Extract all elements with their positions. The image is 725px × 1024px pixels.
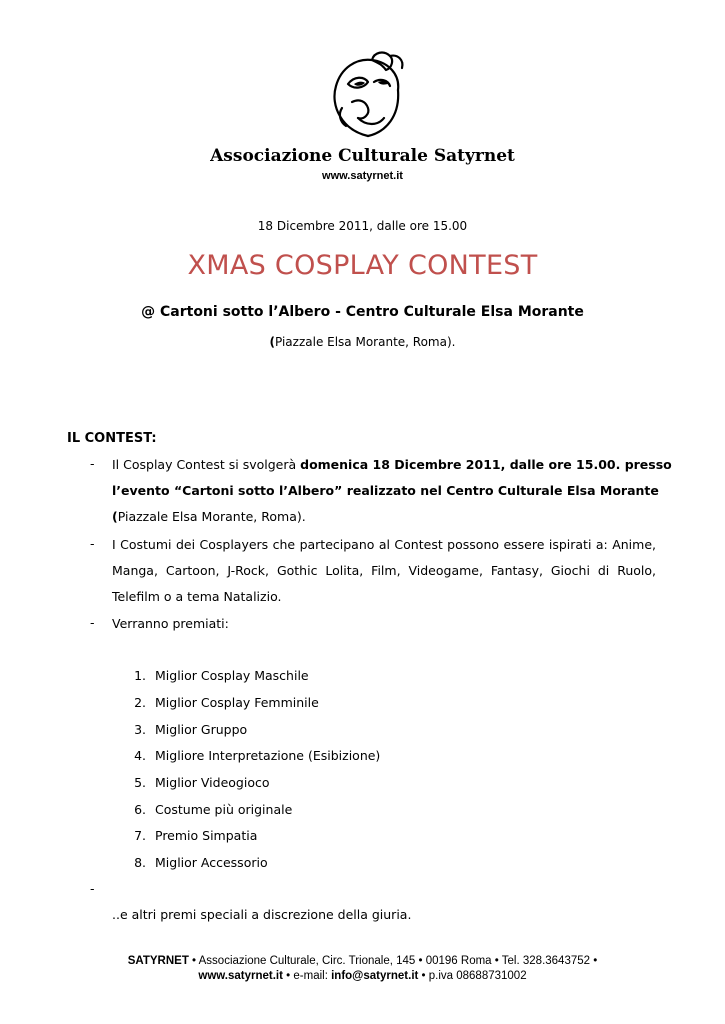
footer-line-2 [0, 970, 725, 982]
bullet-1-text: Il Cosplay Contest si svolgerà [112, 457, 301, 472]
organization-name: Associazione Culturale Satyrnet [210, 146, 515, 166]
prize-number: 2. [134, 695, 146, 710]
prize-number: 3. [134, 722, 146, 737]
bullet-1-date: domenica 18 Dicembre 2011, dalle ore 15.00. presso [300, 457, 672, 472]
bullet-2-line-3: Telefilm o a tema Natalizio. [112, 589, 282, 604]
footer-url-link[interactable]: www.satyrnet.it [198, 970, 283, 982]
bullet-dash: - [90, 456, 95, 471]
prize-number: 5. [134, 775, 146, 790]
bullet-1-paren: ( [112, 509, 118, 524]
prize-number: 7. [134, 828, 146, 843]
bullet-dash: - [90, 615, 95, 630]
address-paren: ( [269, 335, 275, 349]
page-title: XMAS COSPLAY CONTEST [187, 250, 538, 281]
footer-vat: • p.iva 08688731002 [418, 970, 527, 982]
bullet-1-line-3 [112, 509, 656, 525]
prize-item: Migliore Interpretazione (Esibizione) [155, 748, 381, 763]
footer-line-1 [0, 955, 725, 967]
prize-item: Costume più originale [155, 802, 293, 817]
event-address [0, 335, 725, 349]
bullet-dash: - [90, 881, 95, 896]
bullet-1-line-2: l’evento “Cartoni sotto l’Albero” realizzato nel Centro Culturale Elsa Morante [112, 483, 659, 498]
footer-brand: SATYRNET [127, 955, 189, 967]
address-text: Piazzale Elsa Morante, Roma). [275, 335, 456, 349]
prize-number: 4. [134, 748, 146, 763]
organization-url[interactable]: www.satyrnet.it [322, 170, 403, 182]
prize-item: Miglior Gruppo [155, 722, 248, 737]
footer-address: • Associazione Culturale, Circ. Trionale, 145 • 00196 Roma • Tel. 328.3643752 • [188, 955, 598, 967]
bullet-dash: - [90, 536, 95, 551]
bullet-2-line-2: Manga, Cartoon, J-Rock, Gothic Lolita, Film, Videogame, Fantasy, Giochi di Ruolo, [112, 563, 656, 578]
event-venue: @ Cartoni sotto l’Albero - Centro Culturale Elsa Morante [141, 304, 584, 320]
bullet-3-line: Verranno premiati: [112, 616, 229, 631]
footer-email-label: • e-mail: [282, 970, 332, 982]
prize-item: Miglior Cosplay Femminile [155, 695, 319, 710]
event-date: 18 Dicembre 2011, dalle ore 15.00 [257, 219, 468, 233]
bullet-1-line-1 [112, 457, 672, 473]
prize-item: Miglior Cosplay Maschile [155, 668, 309, 683]
bullet-2-line-1: I Costumi dei Cosplayers che partecipano al Contest possono essere ispirati a: Anime, [112, 537, 656, 552]
prize-item: Miglior Videogioco [155, 775, 270, 790]
prize-number: 1. [134, 668, 146, 683]
satyrnet-mask-logo-icon [328, 48, 408, 144]
section-heading-contest: IL CONTEST: [67, 431, 157, 446]
bullet-1-address: Piazzale Elsa Morante, Roma). [117, 509, 306, 524]
prize-number: 6. [134, 802, 146, 817]
extra-prizes-note: ..e altri premi speciali a discrezione della giuria. [112, 907, 412, 922]
prize-number: 8. [134, 855, 146, 870]
prize-item: Premio Simpatia [155, 828, 258, 843]
footer-email-link[interactable]: info@satyrnet.it [331, 970, 419, 982]
prize-item: Miglior Accessorio [155, 855, 268, 870]
